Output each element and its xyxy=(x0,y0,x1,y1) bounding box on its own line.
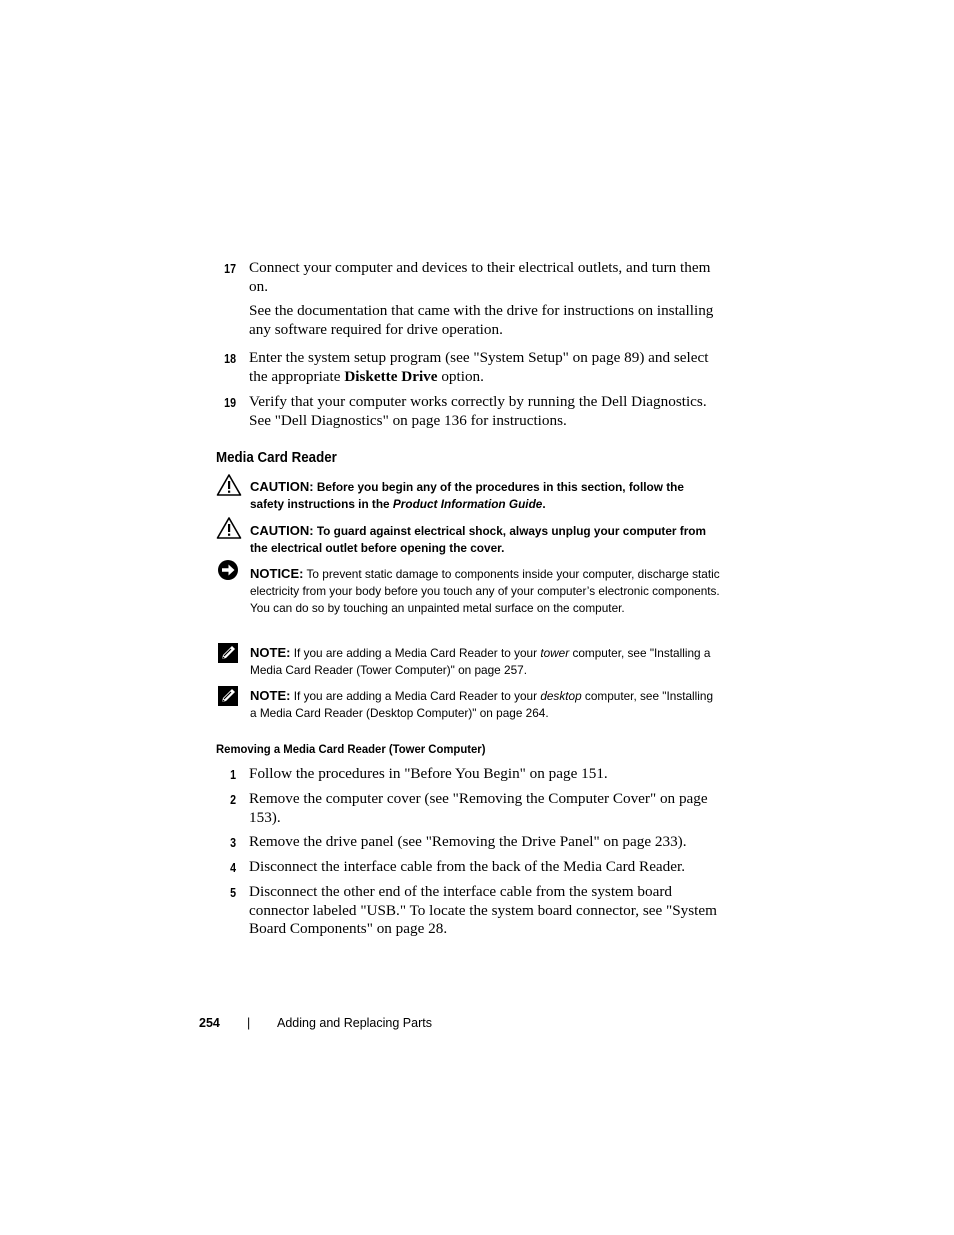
note-emphasis: desktop xyxy=(540,689,582,703)
notice-text xyxy=(250,565,720,617)
step-number: 3 xyxy=(230,836,236,850)
arrow-circle-icon xyxy=(216,559,242,583)
note-label: NOTE: xyxy=(250,688,291,703)
note-body: computer, see "Installing a Media Card Reader (Tower Computer)" on page 257. xyxy=(250,646,711,677)
note-body: computer, see "Installing a Media Card Reader (Desktop Computer)" on page 264. xyxy=(250,689,714,720)
caution-body: Before you begin any of the procedures in this section, follow the safety instructions in the xyxy=(250,480,684,511)
page-number: 254 xyxy=(199,1016,220,1030)
product-information-guide: Product Information Guide xyxy=(392,497,543,511)
step-text: Follow the procedures in "Before You Begin" on page 151. xyxy=(249,765,608,782)
step-text-part: Enter the system setup program (see "System Setup" on page 89) and select the appropriate xyxy=(249,349,709,385)
notice-label: NOTICE: xyxy=(250,566,304,581)
step-text: Remove the drive panel (see "Removing the Drive Panel" on page 233). xyxy=(249,833,687,850)
pencil-note-icon xyxy=(216,685,242,709)
caution-label: CAUTION: xyxy=(250,479,314,494)
caution-body: To guard against electrical shock, always unplug your computer from the electrical outlet before opening the cover. xyxy=(250,524,706,555)
step-text-part: option. xyxy=(437,367,484,385)
note-text xyxy=(250,687,720,722)
note-emphasis: tower xyxy=(540,646,570,660)
note-body: If you are adding a Media Card Reader to your xyxy=(293,646,541,660)
step-text: Remove the computer cover (see "Removing the Computer Cover" on page 153). xyxy=(249,790,708,826)
footer-separator: | xyxy=(247,1016,251,1030)
step-number: 1 xyxy=(230,768,236,782)
diskette-drive-option: Diskette Drive xyxy=(344,367,438,385)
step-text xyxy=(249,349,719,386)
warning-triangle-icon xyxy=(216,473,242,497)
step-number: 4 xyxy=(230,861,236,875)
note-text xyxy=(250,644,720,679)
step-number: 2 xyxy=(230,793,236,807)
caution-label: CAUTION: xyxy=(250,523,314,538)
pencil-note-icon xyxy=(216,642,242,666)
step-number: 17 xyxy=(224,262,236,276)
step-number: 19 xyxy=(224,396,236,410)
caution-body: . xyxy=(542,497,546,511)
step-text: Connect your computer and devices to their electrical outlets, and turn them on. xyxy=(249,259,711,295)
subsection-heading: Removing a Media Card Reader (Tower Computer) xyxy=(216,742,486,756)
warning-triangle-icon xyxy=(216,516,242,540)
step-text: Disconnect the other end of the interface cable from the system board connector labeled "USB." To locate the system board connector, see "System Board Components" on page 28. xyxy=(249,883,717,937)
note-body: If you are adding a Media Card Reader to your xyxy=(293,689,541,703)
footer-section-title: Adding and Replacing Parts xyxy=(277,1016,432,1030)
step-text: Verify that your computer works correctly by running the Dell Diagnostics. See "Dell Diagnostics" on page 136 for instructions. xyxy=(249,393,707,429)
section-heading: Media Card Reader xyxy=(216,450,337,466)
step-text: Disconnect the interface cable from the back of the Media Card Reader. xyxy=(249,858,686,875)
step-number: 5 xyxy=(230,886,236,900)
caution-text xyxy=(250,522,720,557)
notice-body: To prevent static damage to components inside your computer, discharge static electricity from your body before you touch any of your computer’s electronic components. You can do so by touching an unpainted metal surface on the computer. xyxy=(250,567,720,615)
note-label: NOTE: xyxy=(250,645,291,660)
step-number: 18 xyxy=(224,352,236,366)
caution-text xyxy=(250,478,720,513)
step-17-paragraph: See the documentation that came with the drive for instructions on installing any software required for drive operation. xyxy=(249,302,714,338)
